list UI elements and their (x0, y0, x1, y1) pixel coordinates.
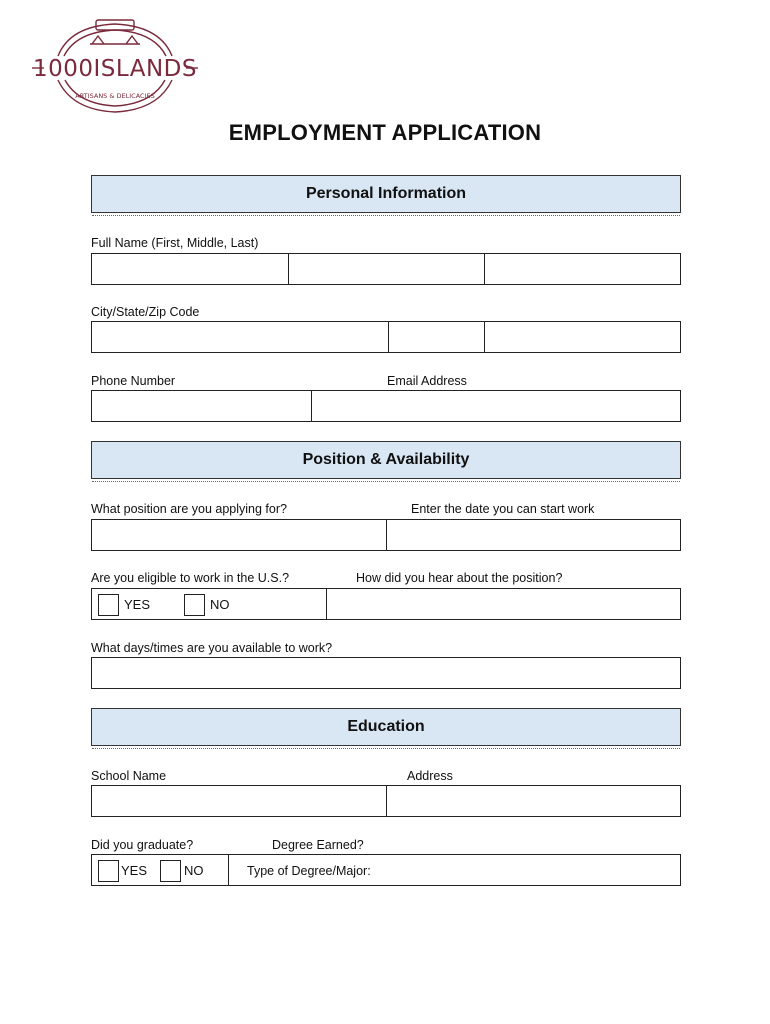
school-row (91, 785, 681, 817)
logo-wordmark: 1000ISLANDS (32, 56, 198, 82)
full-name-label: Full Name (First, Middle, Last) (91, 236, 259, 250)
degree-earned-label: Degree Earned? (272, 838, 364, 852)
graduate-yes-label: YES (121, 863, 148, 878)
full-name-row (91, 253, 681, 285)
eligible-no-checkbox[interactable] (184, 594, 205, 616)
page-title: EMPLOYMENT APPLICATION (228, 120, 542, 145)
zip-field[interactable] (485, 322, 680, 352)
contact-row (91, 390, 681, 422)
eligible-yes-label: YES (124, 597, 151, 612)
company-logo (30, 18, 200, 116)
graduate-label: Did you graduate? (91, 838, 194, 852)
last-name-field[interactable] (485, 254, 680, 284)
eligible-yes-checkbox[interactable] (98, 594, 119, 616)
eligible-label: Are you eligible to work in the U.S.? (91, 571, 290, 585)
school-address-label: Address (407, 769, 453, 783)
logo-tagline: ARTISANS & DELICACIES (75, 92, 155, 100)
school-address-field[interactable] (387, 786, 680, 816)
availability-label: What days/times are you available to work? (91, 641, 333, 655)
start-date-label: Enter the date you can start work (411, 502, 595, 516)
state-field[interactable] (389, 322, 485, 352)
position-field[interactable] (92, 520, 387, 550)
position-row (91, 519, 681, 551)
eligibility-row (91, 588, 681, 620)
city-field[interactable] (92, 322, 389, 352)
first-name-field[interactable] (92, 254, 289, 284)
phone-field[interactable] (92, 391, 312, 421)
eligible-cell (92, 589, 327, 619)
email-field[interactable] (312, 391, 680, 421)
graduation-row (91, 854, 681, 886)
hear-about-field[interactable] (327, 589, 680, 619)
eligible-no-label: NO (210, 597, 230, 612)
middle-name-field[interactable] (289, 254, 485, 284)
school-name-label: School Name (91, 769, 167, 783)
section-education: Education (91, 708, 681, 746)
city-state-zip-label: City/State/Zip Code (91, 305, 200, 319)
graduate-yes-checkbox[interactable] (98, 860, 119, 882)
graduate-cell (92, 855, 229, 885)
section-position-availability: Position & Availability (91, 441, 681, 479)
phone-label: Phone Number (91, 374, 176, 388)
city-state-zip-row (91, 321, 681, 353)
availability-field[interactable] (91, 657, 681, 689)
section-personal-information: Personal Information (91, 175, 681, 213)
email-label: Email Address (387, 374, 467, 388)
start-date-field[interactable] (387, 520, 680, 550)
degree-type-label: Type of Degree/Major: (247, 864, 371, 878)
hear-about-label: How did you hear about the position? (356, 571, 563, 585)
graduate-no-label: NO (184, 863, 204, 878)
school-name-field[interactable] (92, 786, 387, 816)
degree-field[interactable] (229, 855, 680, 885)
graduate-no-checkbox[interactable] (160, 860, 181, 882)
position-label: What position are you applying for? (91, 502, 287, 516)
